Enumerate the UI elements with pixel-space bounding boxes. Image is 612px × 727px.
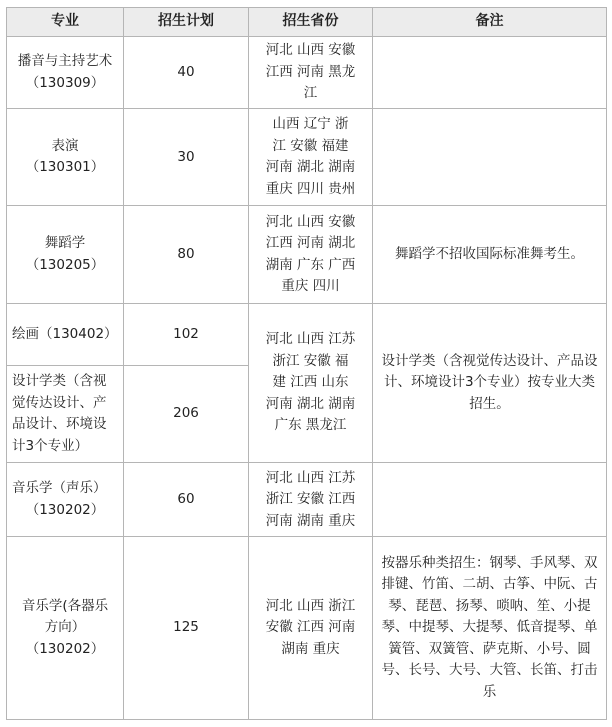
plan-cell: 125 [124,537,249,720]
note-cell: 舞蹈学不招收国际标准舞考生。 [373,206,607,303]
note-cell [373,463,607,537]
province-line: 广东 黑龙江 [274,417,347,434]
province-line: 河北 山西 安徽 [265,42,356,59]
major-cell [7,109,124,206]
plan-cell: 40 [124,37,249,109]
province-line: 河南 湖北 湖南 [265,159,356,176]
province-line: 重庆 四川 [281,278,340,295]
province-line: 江 安徽 福建 [272,137,349,154]
provinces-cell [249,206,373,303]
province-line: 湖南 重庆 [281,640,340,657]
note-cell [373,109,607,206]
province-line: 河北 山西 安徽 [265,213,356,230]
header-row [7,8,607,37]
note-cell [373,37,607,109]
province-line: 浙江 安徽 福 [272,352,349,369]
table-row [7,37,607,109]
plan-cell: 206 [124,365,249,462]
province-line: 河北 山西 江苏 [265,331,356,348]
major-cell: 绘画（130402） [7,303,124,365]
major-code: （130309） [25,74,105,91]
table-row [7,109,607,206]
major-name: 播音与主持艺术 [17,53,113,70]
provinces-cell [249,109,373,206]
province-line: 山西 辽宁 浙 [272,116,349,133]
major-code: （130202） [25,640,105,657]
admission-plan-table [6,7,607,720]
header-provinces: 招生省份 [249,8,373,37]
major-cell: 设计学类（含视觉传达设计、产品设计、环境设计3个专业） [7,365,124,462]
major-code: （130205） [25,256,105,273]
major-cell [7,537,124,720]
province-line: 重庆 四川 贵州 [265,180,356,197]
provinces-cell [249,537,373,720]
table-row [7,463,607,537]
table-row [7,303,607,365]
province-line: 河南 湖北 湖南 [265,395,356,412]
major-cell [7,463,124,537]
province-line: 江 [303,85,318,102]
note-cell-merged: 设计学类（含视觉传达设计、产品设计、环境设计3个专业）按专业大类招生。 [373,303,607,462]
province-line: 江西 河南 黑龙 [265,63,356,80]
header-plan: 招生计划 [124,8,249,37]
province-line: 浙江 安徽 江西 [265,491,356,508]
provinces-cell [249,463,373,537]
plan-cell: 102 [124,303,249,365]
major-code: （130301） [25,159,105,176]
major-name: 舞蹈学 [44,235,86,252]
note-cell: 按器乐种类招生：钢琴、手风琴、双排键、竹笛、二胡、古筝、中阮、古琴、琵琶、扬琴、唢呐、笙、小提琴、中提琴、大提琴、低音提琴、单簧管、双簧管、萨克斯、小号、圆号、长号、大号、大管、长笛、打击乐 [373,537,607,720]
table-row [7,537,607,720]
plan-cell: 60 [124,463,249,537]
major-name: 音乐学（声乐） [12,480,107,497]
major-code: （130202） [25,501,105,518]
major-cell [7,37,124,109]
province-line: 河北 山西 江苏 [265,469,356,486]
province-line: 河南 湖南 重庆 [265,512,356,529]
province-line: 建 江西 山东 [272,374,349,391]
province-line: 江西 河南 湖北 [265,235,356,252]
major-cell [7,206,124,303]
major-name: 表演 [51,137,79,154]
provinces-cell-merged [249,303,373,462]
plan-cell: 80 [124,206,249,303]
province-line: 湖南 广东 广西 [265,256,356,273]
header-major: 专业 [7,8,124,37]
province-line: 河北 山西 浙江 [265,597,356,614]
table-row [7,206,607,303]
header-notes: 备注 [373,8,607,37]
province-line: 安徽 江西 河南 [265,619,356,636]
major-name: 音乐学(各器乐 [21,597,109,614]
major-name-cont: 方向） [44,619,86,636]
provinces-cell [249,37,373,109]
plan-cell: 30 [124,109,249,206]
